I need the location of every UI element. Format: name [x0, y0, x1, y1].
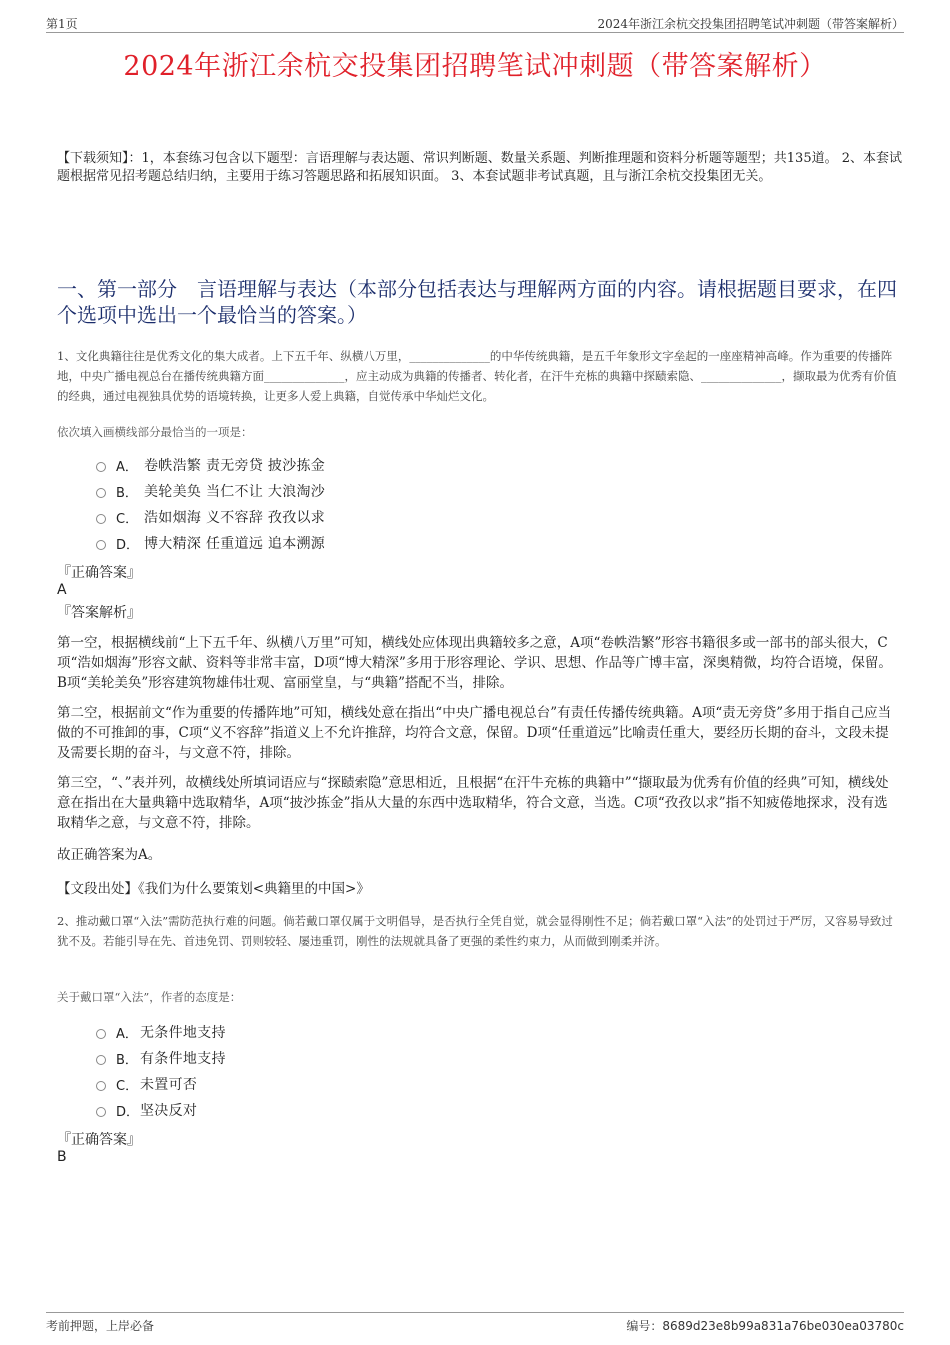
- document-title: 2024年浙江余杭交投集团招聘笔试冲刺题（带答案解析）: [123, 51, 827, 82]
- q2-option-b[interactable]: B． 有条件地支持: [96, 1045, 226, 1071]
- page-number: 第1页: [46, 17, 78, 31]
- radio-icon[interactable]: [96, 540, 106, 550]
- radio-icon[interactable]: [96, 1055, 106, 1065]
- footer-code: [626, 1317, 904, 1334]
- q1-analysis-label: 『答案解析』: [57, 605, 141, 621]
- q1-source: 【文段出处】《我们为什么要策划<典籍里的中国>》: [57, 881, 370, 897]
- q1-option-b[interactable]: B． 美轮美奂 当仁不让 大浪淘沙: [96, 478, 325, 504]
- q2-option-a[interactable]: A． 无条件地支持: [96, 1019, 226, 1045]
- running-title: 2024年浙江余杭交投集团招聘笔试冲刺题（带答案解析）: [597, 17, 904, 31]
- question-2-prompt: 关于戴口罩“入法”，作者的态度是：: [57, 990, 242, 1004]
- q1-option-c[interactable]: C． 浩如烟海 义不容辞 孜孜以求: [96, 504, 325, 530]
- radio-icon[interactable]: [96, 1107, 106, 1117]
- page-header: [46, 12, 904, 33]
- question-1-options: [96, 452, 325, 556]
- q2-answer: B: [57, 1149, 67, 1165]
- question-2-stem: 2、推动戴口罩“入法”需防范执行难的问题。倘若戴口罩仅属于文明倡导，是否执行全凭自觉，就会显得刚性不足；倘若戴口罩“入法”的处罚过于严厉，又容易导致过犹不及。若能引导在先、首违免罚、罚则较轻、屡违重罚，刚性的法规就具备了更强的柔性约束力，从而做到刚柔并济。: [57, 914, 893, 948]
- q1-analysis-2: 第二空，根据前文“作为重要的传播阵地”可知，横线处意在指出“中央广播电视总台”有责任传播传统典籍。A项“责无旁贷”多用于指自己应当做的不可推卸的事，C项“义不容辞”指道义上不允许推辞，均符合文意，保留。D项“任重道远”比喻责任重大，要经历长期的奋斗，文段未提及需要长期的奋斗，与文意不符，排除。: [57, 705, 892, 761]
- q2-option-d[interactable]: D． 坚决反对: [96, 1097, 226, 1123]
- radio-icon[interactable]: [96, 514, 106, 524]
- page-footer: [46, 1312, 904, 1333]
- radio-icon[interactable]: [96, 488, 106, 498]
- radio-icon[interactable]: [96, 1081, 106, 1091]
- q1-analysis-3: 第三空，“、”表并列，故横线处所填词语应与“探赜索隐”意思相近，且根据“在汗牛充栋的典籍中”“撷取最为优秀有价值的经典”可知，横线处意在指出在大量典籍中选取精华，A项“披沙拣金”指从大量的东西中选取精华，符合文意，当选。C项“孜孜以求”指不知疲倦地探求，没有选取精华之意，与文意不符，排除。: [57, 775, 889, 831]
- q1-answer: A: [57, 582, 67, 598]
- footer-code-label: 编号：: [626, 1319, 663, 1333]
- q1-answer-label: 『正确答案』: [57, 565, 141, 581]
- q2-answer-label: 『正确答案』: [57, 1132, 141, 1148]
- q1-analysis-1: 第一空，根据横线前“上下五千年、纵横八万里”可知，横线处应体现出典籍较多之意，A项“卷帙浩繁”形容书籍很多或一部书的部头很大，C项“浩如烟海”形容文献、资料等非常丰富，D项“博大精深”多用于形容理论、学识、思想、作品等广博丰富，深奥精微，均符合语境，保留。B项“美轮美奂”形容建筑物雄伟壮观、富丽堂皇，与“典籍”搭配不当，排除。: [57, 635, 892, 691]
- radio-icon[interactable]: [96, 462, 106, 472]
- q1-option-a[interactable]: A． 卷帙浩繁 责无旁贷 披沙拣金: [96, 452, 325, 478]
- footer-code-value: 8689d23e8b99a831a76be030ea03780c: [662, 1319, 904, 1333]
- radio-icon[interactable]: [96, 1029, 106, 1039]
- question-1-stem: 1、文化典籍往往是优秀文化的集大成者。上下五千年、纵横八万里，______________的中华传统典籍，是五千年象形文字垒起的一座座精神高峰。作为重要的传播阵地，中央广播电视总台在播传统典籍方面______________，应主动成为典籍的传播者、转化者，在汗牛充栋的典籍中探赜索隐、______________，撷取最为优秀有价值的经典，通过电视独具优势的语境转换，让更多人爱上典籍，自觉传承中华灿烂文化。: [57, 349, 897, 403]
- question-2-options: [96, 1019, 226, 1123]
- question-1-prompt: 依次填入画横线部分最恰当的一项是：: [57, 425, 253, 439]
- q1-option-d[interactable]: D． 博大精深 任重道远 追本溯源: [96, 530, 325, 556]
- q2-option-c[interactable]: C． 未置可否: [96, 1071, 226, 1097]
- q1-conclusion: 故正确答案为A。: [57, 847, 162, 863]
- section-heading: 一、第一部分 言语理解与表达（本部分包括表达与理解两方面的内容。请根据题目要求，在四个选项中选出一个最恰当的答案。）: [57, 277, 897, 327]
- download-notice: 【下载须知】：1，本套练习包含以下题型：言语理解与表达题、常识判断题、数量关系题、判断推理题和资料分析题等题型；共135道。 2、本套试题根据常见招考题总结归纳，主要用于练习答题思路和拓展知识面。 3、本套试题非考试真题，且与浙江余杭交投集团无关。: [57, 151, 902, 184]
- footer-slogan: 考前押题，上岸必备: [46, 1319, 155, 1333]
